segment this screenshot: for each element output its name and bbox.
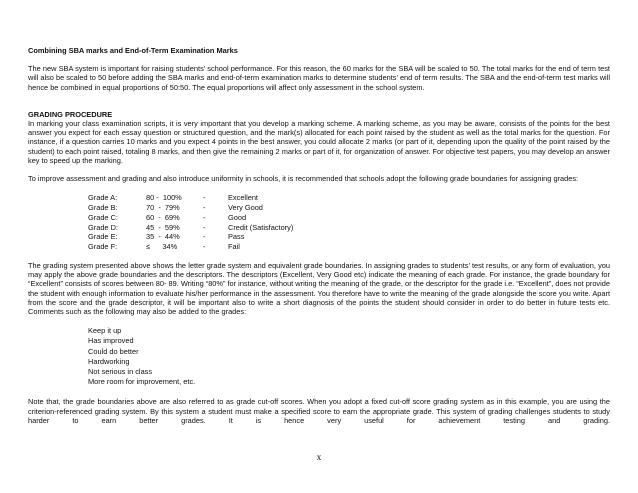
comments-list [88, 326, 610, 387]
list-item: Could do better [88, 346, 139, 356]
paragraph-marking-scheme: In marking your class examination scripts, it is very important that you develop a marking scheme. A marking scheme, as you may be aware, consists of the points for the best answer you expect for each essay question or structured question, and the mark(s) allocated for each point raised by the student as well as the total marks for the question. For instance, if a question carries 10 marks and you expect 4 points in the best answer, you could allocate 2 marks (or part of it, depending upon the quality of the point raised by the student) to each point raised, totaling 8 marks, and then give the remaining 2 marks or part of it, for organization of answer. For objective test papers, you may develop an answer key to speed up the marking. [28, 119, 610, 165]
grade-descriptor: Very Good [228, 203, 263, 213]
grade-separator: - [203, 232, 206, 242]
grade-letter: Grade D: [88, 222, 118, 232]
grade-range: 35 - 44% [146, 232, 180, 242]
page-number: x [316, 452, 322, 462]
grade-descriptor: Good [228, 212, 247, 222]
section-heading-grading-procedure: GRADING PROCEDURE [28, 109, 113, 119]
grade-letter: Grade F: [88, 242, 118, 252]
spacer [28, 55, 610, 64]
grade-descriptor: Excellent [228, 193, 258, 203]
table-row [88, 223, 293, 233]
table-row [88, 193, 293, 203]
list-item: Hardworking [88, 356, 130, 366]
table-row [88, 203, 293, 213]
grade-separator: - [203, 203, 206, 213]
list-item: Not serious in class [88, 366, 153, 376]
grade-separator: - [203, 212, 206, 222]
table-row [88, 213, 293, 223]
grade-letter: Grade C: [88, 212, 118, 222]
grade-separator: - [203, 222, 206, 232]
grade-boundaries-table [88, 193, 293, 252]
grade-range: 45 - 59% [146, 222, 180, 232]
list-item: More room for improvement, etc. [88, 377, 196, 387]
paragraph-grade-boundaries-intro: To improve assessment and grading and also introduce uniformity in schools, it is recommended that schools adopt the following grade boundaries for assigning grades: [28, 174, 579, 184]
document-page [28, 46, 610, 425]
grade-range: 80 - 100% [146, 193, 182, 203]
spacer [28, 92, 610, 110]
grade-descriptor: Fail [228, 242, 240, 252]
section-heading-combining-marks: Combining SBA marks and End-of-Term Examination Marks [28, 46, 238, 55]
paragraph-cutoff-scores: Note that, the grade boundaries above are also referred to as grade cut-off scores. When you adopt a fixed cut-off score grading system as in this example, you are using the criterion-referenced grading system. By this system a student must make a specified score to earn the appropriate grade. This system of grading challenges students to study harder to earn better grades. It is hence very useful for achievement testing and grading. [28, 397, 610, 425]
grade-separator: - [203, 193, 206, 203]
paragraph-grading-system-explanation: The grading system presented above shows the letter grade system and equivalent grade boundaries. In assigning grades to students’ test results, or any form of evaluation, you may apply the above grade boundaries and the descriptors. The descriptors (Excellent, Very Good etc) indicate the meaning of each grade. For instance, the grade boundary for “Excellent” consists of scores between 80- 89. Writing “80%” for instance, without writing the meaning of the grade, or the descriptor for the grade i.e. “Excellent”, does not provide the student with enough information to evaluate his/her performance in the assessment. You therefore have to write the meaning of the grade alongside the score you write. Apart from the score and the grade descriptor, it will be important also to write a short diagnosis of the points the student should consider in order to do better in future tests etc. Comments such as the following may also be added to the grades: [28, 261, 610, 317]
grade-letter: Grade E: [88, 232, 118, 242]
grade-range: ≤ 34% [146, 242, 178, 252]
grade-separator: - [203, 242, 206, 252]
table-row [88, 232, 293, 242]
grade-letter: Grade B: [88, 203, 118, 213]
list-item: Has improved [88, 336, 134, 346]
grade-descriptor: Pass [228, 232, 245, 242]
spacer [28, 165, 610, 174]
list-item: Keep it up [88, 326, 122, 336]
grade-range: 60 - 69% [146, 212, 180, 222]
grade-letter: Grade A: [88, 193, 118, 203]
grade-descriptor: Credit (Satisfactory) [228, 222, 294, 232]
table-row [88, 242, 293, 252]
grade-range: 70 - 79% [146, 203, 180, 213]
paragraph-sba-system: The new SBA system is important for raising students’ school performance. For this reason, the 60 marks for the SBA will be scaled to 50. The total marks for the end of term test will also be scaled to 50 before adding the SBA marks and end-of-term examination marks to determine students’ end of term results. The SBA and the end-of-term test marks will hence be combined in equal proportions of 50:50. The equal proportions will affect only assessment in the school system. [28, 64, 610, 92]
